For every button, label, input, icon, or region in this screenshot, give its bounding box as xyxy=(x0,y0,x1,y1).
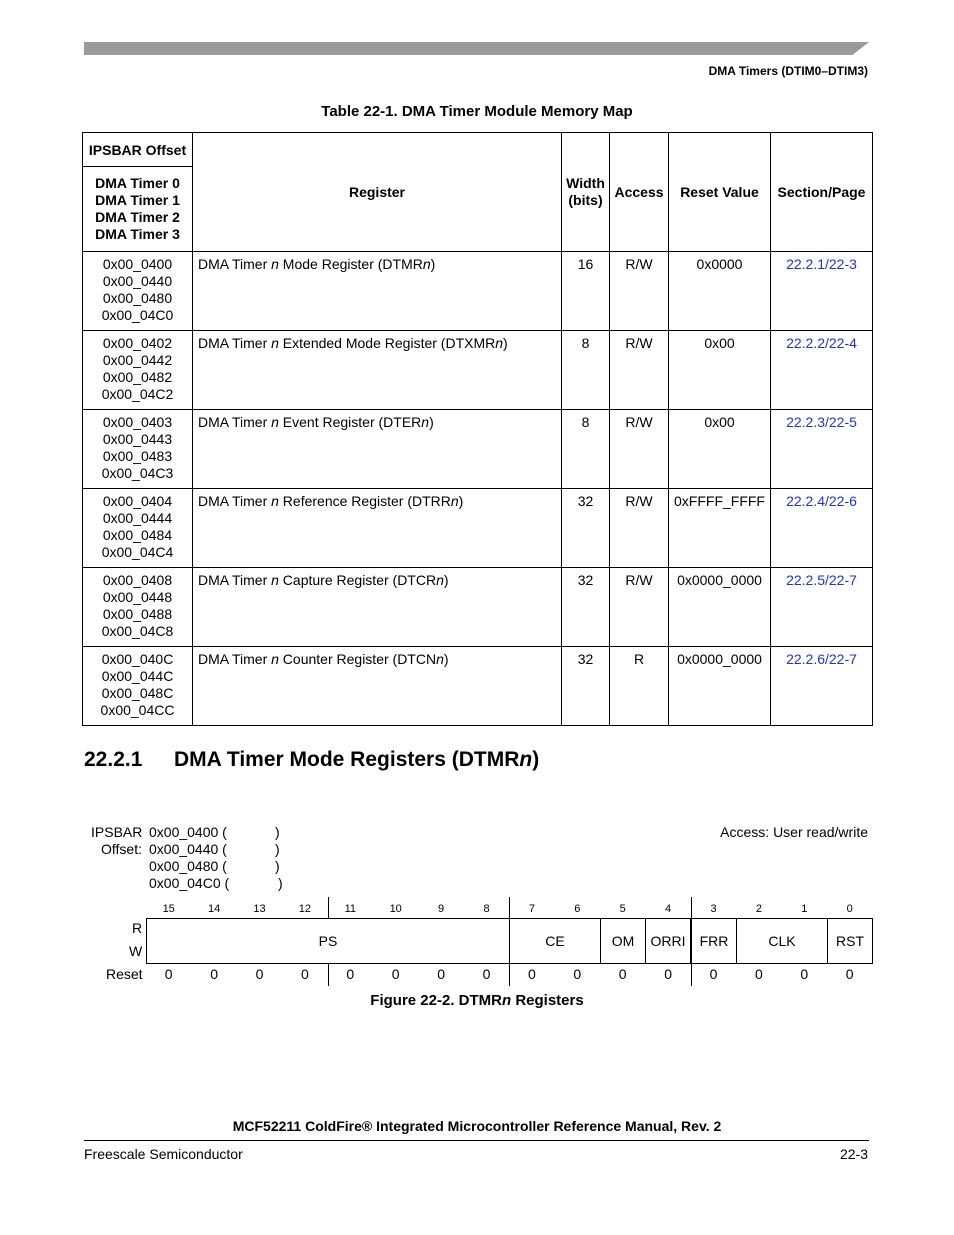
reset-label: Reset xyxy=(106,966,143,982)
table-row xyxy=(83,647,873,726)
footer-title: MCF52211 ColdFire® Integrated Microcontroller Reference Manual, Rev. 2 xyxy=(232,1118,722,1134)
table-row xyxy=(83,489,873,568)
bit-number: 5 xyxy=(619,903,626,915)
reset-bit-value: 0 xyxy=(346,966,355,982)
access-cell: R/W xyxy=(610,252,669,331)
table-row xyxy=(83,410,873,489)
bit-number: 3 xyxy=(710,903,717,915)
register-name-cell: DMA Timer n Extended Mode Register (DTXMRn) xyxy=(193,331,562,410)
section-link[interactable]: 22.2.6/22-7 xyxy=(786,651,857,667)
footer-rule xyxy=(84,1140,869,1141)
register-name-cell: DMA Timer n Reference Register (DTRRn) xyxy=(193,489,562,568)
reset-bit-value: 0 xyxy=(618,966,627,982)
row-label-w: W xyxy=(129,943,143,959)
bit-number: 1 xyxy=(801,903,808,915)
reset-value-cell: 0x00 xyxy=(669,331,771,410)
ipsbar-label: IPSBAR xyxy=(91,824,143,840)
width-cell: 32 xyxy=(562,489,610,568)
field-ce: CE xyxy=(509,918,601,964)
reset-value-cell: 0xFFFF_FFFF xyxy=(669,489,771,568)
offset-cell: 0x00_0408 0x00_0448 0x00_0488 0x00_04C8 xyxy=(83,568,193,647)
reset-bit-value: 0 xyxy=(664,966,672,982)
section-page-cell[interactable] xyxy=(771,647,873,726)
header-reset-value: Reset Value xyxy=(669,133,771,252)
header-ipsbar-offset: IPSBAR Offset xyxy=(83,133,193,167)
offset-cell: 0x00_0403 0x00_0443 0x00_0483 0x00_04C3 xyxy=(83,410,193,489)
reset-bit-value: 0 xyxy=(391,966,400,982)
offset-cell: 0x00_040C 0x00_044C 0x00_048C 0x00_04CC xyxy=(83,647,193,726)
register-name-cell: DMA Timer n Mode Register (DTMRn) xyxy=(193,252,562,331)
reset-bit-value: 0 xyxy=(754,966,763,982)
reset-bit-value: 0 xyxy=(437,966,445,982)
row-label-r: R xyxy=(132,920,143,936)
width-cell: 8 xyxy=(562,331,610,410)
nibble-divider-bottom xyxy=(509,964,510,986)
reset-value-cell: 0x0000_0000 xyxy=(669,568,771,647)
header-register: Register xyxy=(193,133,562,252)
header-access: Access xyxy=(610,133,669,252)
bit-number: 11 xyxy=(344,903,356,915)
reset-value-cell: 0x00 xyxy=(669,410,771,489)
field-clk: CLK xyxy=(736,918,828,964)
field-orri: ORRI xyxy=(645,918,691,964)
header-section-page: Section/Page xyxy=(771,133,873,252)
field-rst: RST xyxy=(827,918,873,964)
running-head: DMA Timers (DTIM0–DTIM3) xyxy=(708,64,868,78)
bit-number: 2 xyxy=(755,903,762,915)
field-ps: PS xyxy=(146,918,510,964)
memory-map-table xyxy=(82,132,873,726)
nibble-divider-top xyxy=(328,897,329,918)
section-link[interactable]: 22.2.1/22-3 xyxy=(786,256,857,272)
nibble-divider-bottom xyxy=(328,964,329,986)
width-cell: 8 xyxy=(562,410,610,489)
section-page-cell[interactable] xyxy=(771,331,873,410)
reset-bit-value: 0 xyxy=(300,966,309,982)
reset-bit-value: 0 xyxy=(210,966,218,982)
bit-number: 13 xyxy=(253,903,266,915)
offset-cell: 0x00_0404 0x00_0444 0x00_0484 0x00_04C4 xyxy=(83,489,193,568)
table-title: Table 22-1. DMA Timer Module Memory Map xyxy=(321,103,633,120)
reset-bit-value: 0 xyxy=(164,966,173,982)
bit-number: 8 xyxy=(483,903,490,915)
reset-value-cell: 0x0000_0000 xyxy=(669,647,771,726)
section-page-cell[interactable] xyxy=(771,568,873,647)
access-cell: R/W xyxy=(610,568,669,647)
reset-bit-value: 0 xyxy=(527,966,536,982)
access-cell: R/W xyxy=(610,489,669,568)
reset-bit-value: 0 xyxy=(800,966,809,982)
offset-label: Offset: xyxy=(101,841,142,857)
bit-number: 9 xyxy=(438,903,445,915)
nibble-divider-top xyxy=(509,897,510,918)
reset-bit-value: 0 xyxy=(573,966,582,982)
reset-bit-value: 0 xyxy=(482,966,491,982)
width-cell: 16 xyxy=(562,252,610,331)
nibble-divider-top xyxy=(691,897,692,918)
bit-number: 15 xyxy=(162,903,175,915)
bit-number: 7 xyxy=(528,903,535,915)
section-page-cell[interactable] xyxy=(771,489,873,568)
section-link[interactable]: 22.2.4/22-6 xyxy=(786,493,857,509)
section-link[interactable]: 22.2.5/22-7 xyxy=(786,572,857,588)
nibble-divider-bottom xyxy=(691,964,692,986)
bit-number: 12 xyxy=(298,903,312,915)
section-page-cell[interactable] xyxy=(771,410,873,489)
register-name-cell: DMA Timer n Capture Register (DTCRn) xyxy=(193,568,562,647)
access-cell: R xyxy=(610,647,669,726)
offset-cell: 0x00_0402 0x00_0442 0x00_0482 0x00_04C2 xyxy=(83,331,193,410)
header-timers: DMA Timer 0 DMA Timer 1 DMA Timer 2 DMA Timer 3 xyxy=(83,167,193,252)
table-row xyxy=(83,568,873,647)
offset-close-parens: ) ) ) ) xyxy=(275,824,283,891)
access-cell: R/W xyxy=(610,331,669,410)
header-bar xyxy=(84,42,869,55)
section-heading: 22.2.1 DMA Timer Mode Registers (DTMRn) xyxy=(84,748,540,771)
footer-publisher: Freescale Semiconductor xyxy=(84,1146,243,1162)
bit-number: 6 xyxy=(574,903,581,915)
offset-cell: 0x00_0400 0x00_0440 0x00_0480 0x00_04C0 xyxy=(83,252,193,331)
section-page-cell[interactable] xyxy=(771,252,873,331)
bit-number: 10 xyxy=(389,903,402,915)
reset-value-cell: 0x0000 xyxy=(669,252,771,331)
field-om: OM xyxy=(600,918,646,964)
access-cell: R/W xyxy=(610,410,669,489)
bit-number: 14 xyxy=(207,903,221,915)
field-frr: FRR xyxy=(691,918,737,964)
bit-number: 4 xyxy=(665,903,672,915)
reset-bit-value: 0 xyxy=(845,966,854,982)
register-name-cell: DMA Timer n Event Register (DTERn) xyxy=(193,410,562,489)
header-width: Width (bits) xyxy=(562,133,610,252)
bit-number: 0 xyxy=(846,903,853,915)
figure-caption: Figure 22-2. DTMRn Registers xyxy=(370,992,584,1009)
section-link[interactable]: 22.2.2/22-4 xyxy=(786,335,857,351)
register-name-cell: DMA Timer n Counter Register (DTCNn) xyxy=(193,647,562,726)
offset-list: 0x00_0400 ( 0x00_0440 ( 0x00_0480 ( 0x00_04C0 ( xyxy=(149,824,230,891)
reset-bit-value: 0 xyxy=(255,966,264,982)
table-row xyxy=(83,252,873,331)
page-number: 22-3 xyxy=(839,1146,868,1162)
reset-bit-value: 0 xyxy=(709,966,718,982)
width-cell: 32 xyxy=(562,568,610,647)
access-label: Access: User read/write xyxy=(720,824,868,840)
table-row xyxy=(83,331,873,410)
section-link[interactable]: 22.2.3/22-5 xyxy=(786,414,857,430)
width-cell: 32 xyxy=(562,647,610,726)
